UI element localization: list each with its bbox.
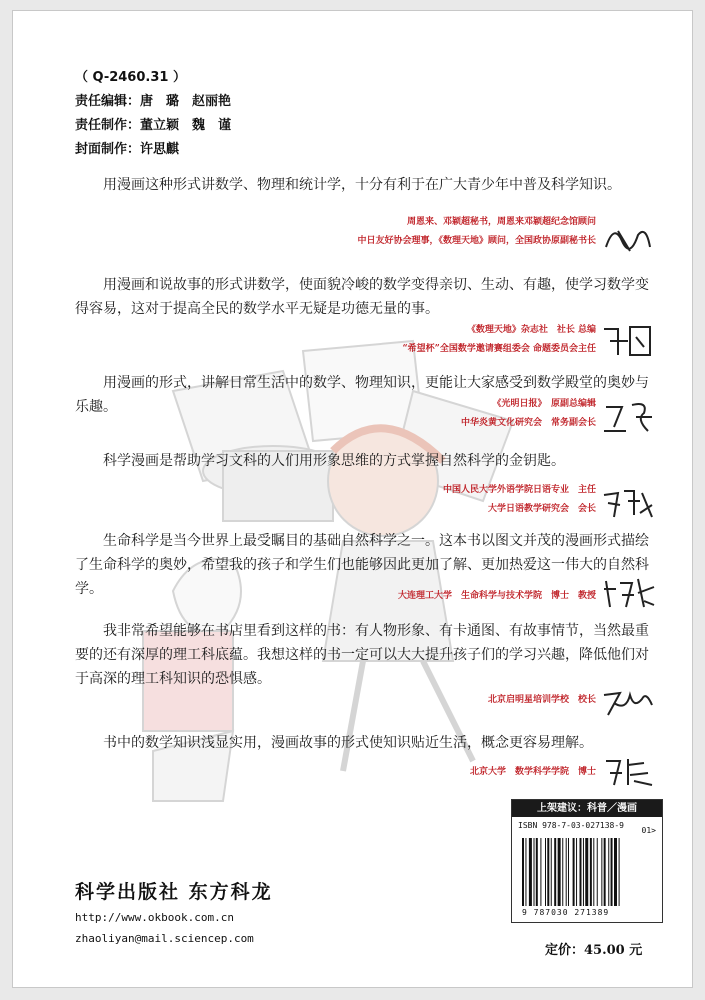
barcode-bar	[525, 838, 526, 906]
endorsement-quote-1: 用漫画这种形式讲数学、物理和统计学，十分有利于在广大青少年中普及科学知识。	[103, 177, 621, 193]
barcode-bar	[608, 838, 609, 906]
barcode-digits: 9 787030 271389	[522, 908, 610, 917]
barcode-bar	[576, 838, 577, 906]
barcode-bar	[568, 838, 569, 906]
barcode-bar	[566, 838, 567, 906]
back-cover	[12, 10, 693, 988]
barcode-bar	[536, 838, 538, 906]
barcode-bar	[529, 838, 532, 906]
barcode-bar	[562, 838, 563, 906]
barcode-box	[511, 799, 663, 923]
publisher-email: zhaoliyan@mail.sciencep.com	[75, 932, 254, 945]
endorsement-quote-3: 用漫画的形式，讲解日常生活中的数学、物理知识，更能让大家感受到数学殿堂的奥妙与乐趣。	[75, 375, 649, 415]
publisher-name: 科学出版社 东方科龙	[75, 881, 273, 903]
barcode-bar	[551, 838, 552, 906]
signature-2	[600, 321, 656, 361]
endorser-title-3: 《光明日报》 原副总编辑 中华炎黄文化研究会 常务副会长	[460, 399, 596, 428]
book-code: （ Q-2460.31 ）	[75, 70, 186, 85]
barcode-bar	[583, 838, 584, 906]
endorser-title-7: 北京大学 数学科学学院 博士	[469, 767, 596, 777]
barcode-bar	[614, 838, 617, 906]
publisher-website: http://www.okbook.com.cn	[75, 911, 234, 924]
endorser-title-1: 周恩来、邓颖超秘书，周恩来邓颖超纪念馆顾问 中日友好协会理事，《数理天地》顾问，全国政协原副秘书长	[357, 217, 596, 246]
publisher-block	[75, 877, 273, 946]
signature-1	[600, 217, 656, 257]
endorsement-quote-5: 生命科学是当今世界上最受瞩目的基础自然科学之一。这本书以图文并茂的漫画形式描绘了生命科学的奥妙，希望我的孩子和学生们也能够因此更加了解、更加热爱这一伟大的自然科学。	[75, 533, 649, 597]
barcode-bar	[558, 838, 561, 906]
barcode-bar	[601, 838, 602, 906]
isbn-text: ISBN 978-7-03-027138-9	[518, 821, 624, 830]
endorsement-quote-2: 用漫画和说故事的形式讲数学，使面貌冷峻的数学变得亲切、生动、有趣，使学习数学变得容易，这对于提高全民的数学水平无疑是功德无量的事。	[75, 277, 649, 317]
barcode-bar	[522, 838, 524, 906]
signature-4	[600, 483, 656, 523]
price: 定价：45.00 元	[545, 943, 643, 958]
barcode-bar	[590, 838, 592, 906]
shelf-suggestion: 上架建议：科普／漫画	[512, 800, 662, 817]
barcode-bar	[611, 838, 613, 906]
barcode-bar	[593, 838, 594, 906]
barcode-bars	[520, 838, 654, 906]
responsible-editors: 责任编辑：唐 璐 赵丽艳	[75, 94, 232, 109]
barcode-bar	[547, 838, 549, 906]
barcode-bar	[573, 838, 575, 906]
responsible-production: 责任制作：董立颖 魏 谨	[75, 118, 232, 133]
signature-5	[600, 573, 656, 613]
barcode-addon: 01>	[641, 826, 656, 835]
barcode-bar	[585, 838, 588, 906]
barcode-bar	[545, 838, 546, 906]
endorser-title-6: 北京启明星培训学校 校长	[487, 695, 596, 705]
endorser-title-4: 中国人民大学外语学院日语专业 主任 大学日语教学研究会 会长	[442, 485, 596, 514]
barcode-bar	[554, 838, 556, 906]
barcode-bar	[580, 838, 582, 906]
barcode-bar	[597, 838, 598, 906]
credits-block	[75, 66, 231, 162]
endorsement-quote-4: 科学漫画是帮助学习文科的人们用形象思维的方式掌握自然科学的金钥匙。	[103, 453, 565, 469]
endorsement-quote-7: 书中的数学知识浅显实用，漫画故事的形式使知识贴近生活，概念更容易理解。	[103, 735, 593, 751]
barcode-bar	[619, 838, 620, 906]
endorser-title-2: 《数理天地》杂志社 社长 总编 “希望杯”全国数学邀请赛组委会 命题委员会主任	[402, 325, 596, 354]
barcode-bar	[534, 838, 535, 906]
endorser-title-5: 大连理工大学 生命科学与技术学院 博士 教授	[397, 591, 596, 601]
signature-6	[600, 681, 656, 721]
cover-design: 封面制作：许思麒	[75, 142, 180, 157]
signature-7	[600, 751, 656, 791]
barcode-bar	[604, 838, 606, 906]
signature-3	[600, 397, 656, 437]
endorsement-quote-6: 我非常希望能够在书店里看到这样的书：有人物形象、有卡通图、有故事情节，当然最重要的还有深厚的理工科底蕴。我想这样的书一定可以大大提升孩子们的学习兴趣，降低他们对于高深的理工科知识的恐惧感。	[75, 623, 649, 687]
barcode-bar	[540, 838, 541, 906]
